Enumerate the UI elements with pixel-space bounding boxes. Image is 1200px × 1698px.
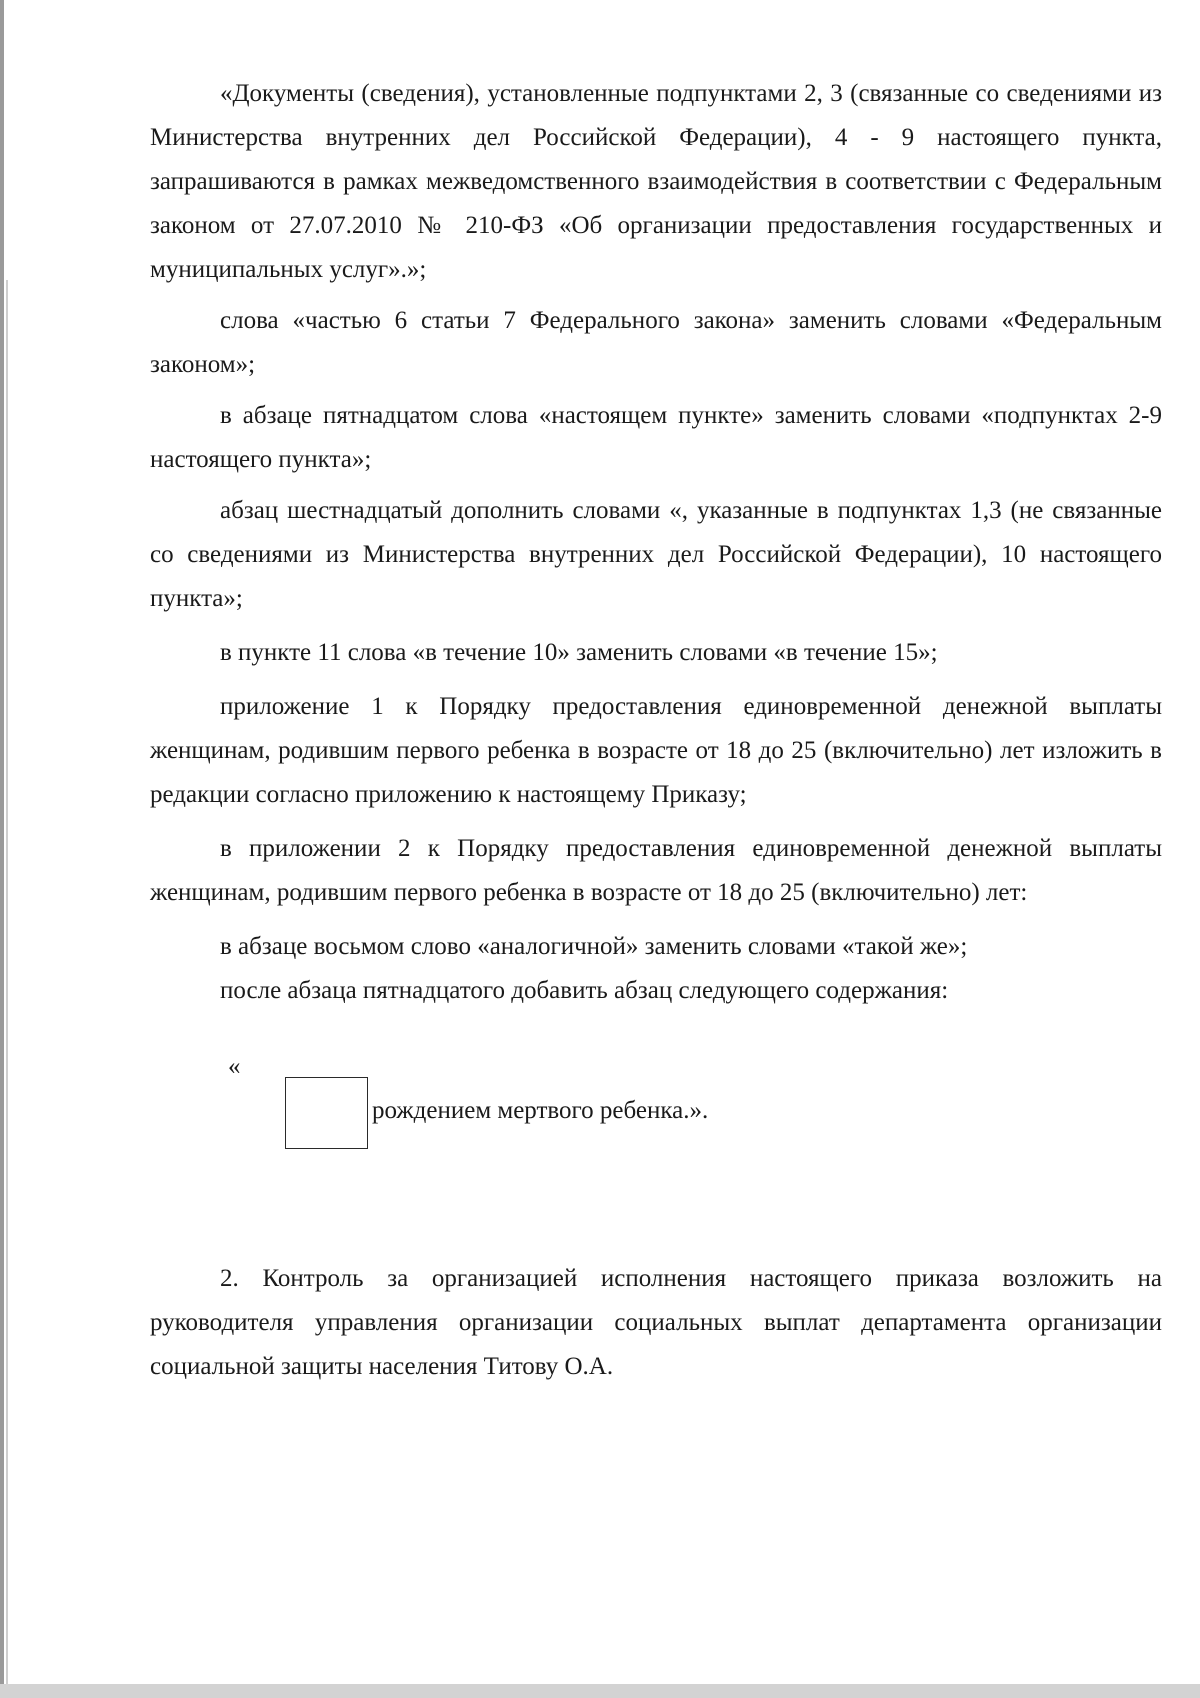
paragraph-appendix-1: приложение 1 к Порядку предоставления единовременной денежной выплаты женщинам, родившим первого ребенка в возрасте от 18 до 25 (включительно) лет изложить в редакции согласно приложению к настоящему Приказу;: [150, 693, 1162, 808]
inserted-paragraph: [150, 1049, 1162, 1149]
opening-quote: «: [228, 1053, 241, 1080]
paragraph-sixteenth-abzac: абзац шестнадцатый дополнить словами «, указанные в подпунктах 1,3 (не связанные со сведениями из Министерства внутренних дел Российской Федерации), 10 настоящего пункта»;: [150, 497, 1162, 612]
paragraph-appendix-2: в приложении 2 к Порядку предоставления единовременной денежной выплаты женщинам, родившим первого ребенка в возрасте от 18 до 25 (включительно) лет:: [150, 835, 1162, 906]
document-page: [150, 72, 1162, 1389]
scan-left-edge: [0, 0, 4, 1698]
section-2-control: 2. Контроль за организацией исполнения настоящего приказа возложить на руководителя управления организации социальных выплат департамента организации социальной защиты населения Титову О.А.: [150, 1265, 1162, 1380]
paragraph-eighth-abzac: в абзаце восьмом слово «аналогичной» заменить словами «такой же»;: [220, 933, 968, 960]
paragraph-replace-words-part-6: слова «частью 6 статьи 7 Федерального закона» заменить словами «Федеральным законом»;: [150, 307, 1162, 378]
paragraph-fifteenth-abzac: в абзаце пятнадцатом слова «настоящем пункте» заменить словами «подпунктах 2-9 настоящего пункта»;: [150, 402, 1162, 473]
paragraph-add-abzac: после абзаца пятнадцатого добавить абзац следующего содержания:: [220, 977, 949, 1004]
scan-left-shadow: [6, 280, 8, 1698]
inserted-paragraph-text: рождением мертвого ребенка.».: [372, 1097, 709, 1124]
scan-bottom-edge: [0, 1684, 1200, 1698]
paragraph-documents-requested: «Документы (сведения), установленные подпунктами 2, 3 (связанные со сведениями из Министерства внутренних дел Российской Федерации), 4 - 9 настоящего пункта, запрашиваются в рамках межведомственного взаимодействия в соответствии с Федеральным законом от 27.07.2010 № 210-ФЗ «Об организации предоставления государственных и муниципальных услуг».»;: [150, 80, 1162, 283]
blank-field-box: [285, 1077, 368, 1149]
paragraph-point-11: в пункте 11 слова «в течение 10» заменить словами «в течение 15»;: [220, 639, 938, 666]
